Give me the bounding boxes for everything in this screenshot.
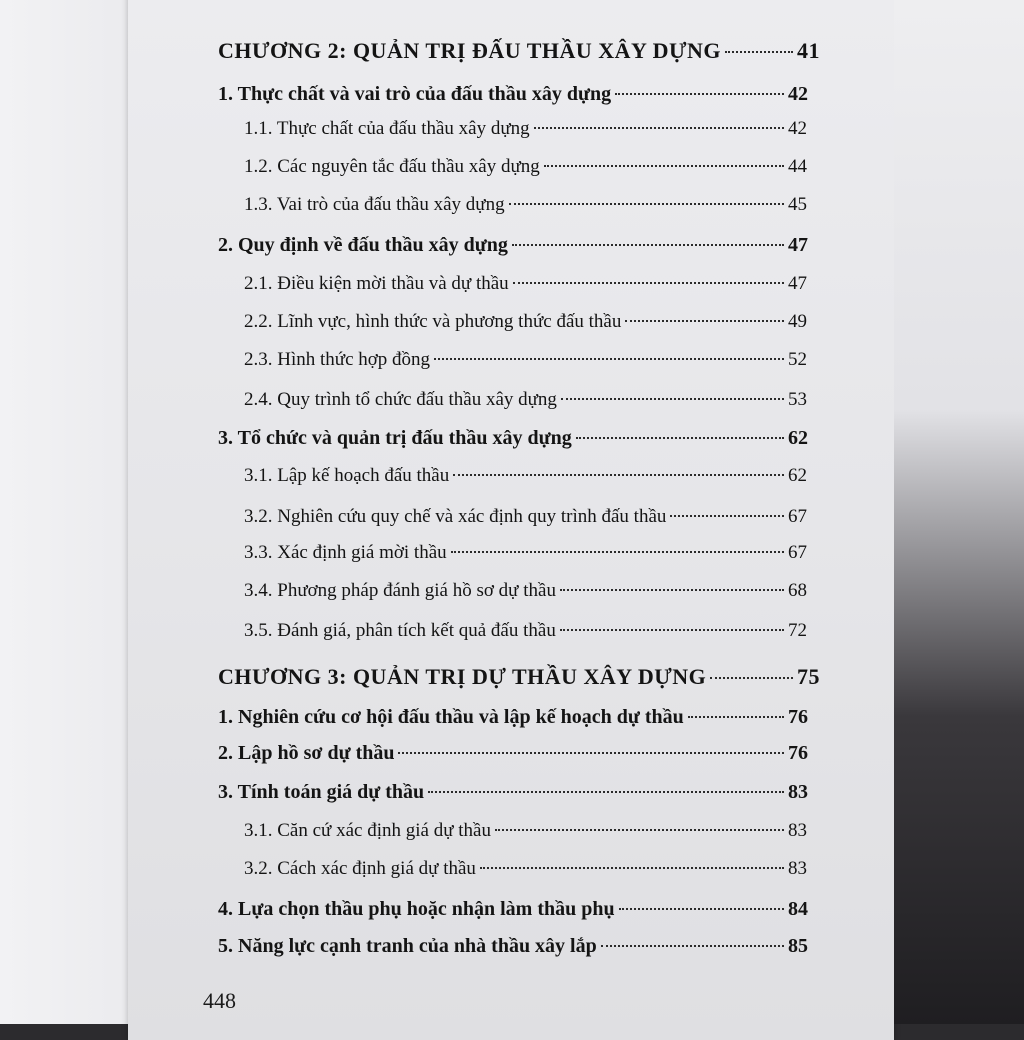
toc-entry-title: 3.5. Đánh giá, phân tích kết quả đấu thầu <box>244 620 556 641</box>
dot-leader <box>534 127 784 129</box>
dot-leader <box>480 867 784 869</box>
toc-entry-page: 76 <box>788 706 808 728</box>
toc-entry-title: 2. Lập hồ sơ dự thầu <box>218 742 395 764</box>
toc-entry-title: 2.4. Quy trình tổ chức đấu thầu xây dựng <box>244 389 557 410</box>
dot-leader <box>428 791 784 793</box>
toc-entry-title: 2.3. Hình thức hợp đồng <box>244 349 431 370</box>
toc-section-entry <box>218 935 808 958</box>
dot-leader <box>688 716 784 718</box>
toc-entry-page: 75 <box>797 664 820 689</box>
dot-leader <box>615 93 784 95</box>
toc-section-entry <box>218 83 808 106</box>
dot-leader <box>725 51 793 53</box>
dot-leader <box>576 437 784 439</box>
dot-leader <box>513 282 784 284</box>
toc-subsection-entry <box>244 389 807 411</box>
toc-subsection-entry <box>244 349 807 371</box>
toc-entry-title: 3.2. Cách xác định giá dự thầu <box>244 858 476 879</box>
dot-leader <box>453 474 784 476</box>
page-number: 448 <box>203 988 236 1013</box>
dot-leader <box>619 908 784 910</box>
toc-entry-title: 3.4. Phương pháp đánh giá hồ sơ dự thầu <box>244 580 556 601</box>
toc-entry-title: 4. Lựa chọn thầu phụ hoặc nhận làm thầu phụ <box>218 898 615 920</box>
toc-entry-title: 1.2. Các nguyên tắc đấu thầu xây dựng <box>244 156 540 177</box>
toc-entry-title: 2. Quy định về đấu thầu xây dựng <box>218 234 508 256</box>
toc-subsection-entry <box>244 118 807 140</box>
background-right <box>894 0 1024 1024</box>
toc-subsection-entry <box>244 820 807 842</box>
toc-subsection-entry <box>244 311 807 333</box>
toc-section-entry <box>218 706 808 729</box>
toc-subsection-entry <box>244 194 807 216</box>
toc-entry-page: 68 <box>788 580 807 601</box>
toc-entry-title: 3.3. Xác định giá mời thầu <box>244 542 447 563</box>
toc-entry-title: CHƯƠNG 3: QUẢN TRỊ DỰ THẦU XÂY DỰNG <box>218 664 707 689</box>
dot-leader <box>560 589 784 591</box>
toc-entry-title: CHƯƠNG 2: QUẢN TRỊ ĐẤU THẦU XÂY DỰNG <box>218 38 722 63</box>
toc-section-entry <box>218 234 808 257</box>
dot-leader <box>544 165 784 167</box>
toc-entry-title: 3. Tổ chức và quản trị đấu thầu xây dựng <box>218 427 572 449</box>
dot-leader <box>495 829 784 831</box>
toc-entry-page: 47 <box>788 234 808 256</box>
toc-section-entry <box>218 898 808 921</box>
toc-entry-page: 42 <box>788 83 808 105</box>
toc-entry-page: 67 <box>788 542 807 563</box>
toc-entry-page: 44 <box>788 156 807 177</box>
toc-subsection-entry <box>244 542 807 564</box>
toc-subsection-entry <box>244 620 807 642</box>
toc-subsection-entry <box>244 506 807 528</box>
toc-entry-page: 47 <box>788 273 807 294</box>
toc-subsection-entry <box>244 465 807 487</box>
toc-subsection-entry <box>244 580 807 602</box>
toc-entry-page: 53 <box>788 389 807 410</box>
toc-entry-page: 67 <box>788 506 807 527</box>
dot-leader <box>670 515 784 517</box>
toc-entry-page: 49 <box>788 311 807 332</box>
toc-entry-page: 62 <box>788 465 807 486</box>
toc-chapter-heading <box>218 38 820 64</box>
toc-entry-page: 42 <box>788 118 807 139</box>
toc-entry-title: 5. Năng lực cạnh tranh của nhà thầu xây lắp <box>218 935 597 957</box>
dot-leader <box>509 203 784 205</box>
dot-leader <box>512 244 784 246</box>
toc-section-entry <box>218 781 808 804</box>
toc-entry-page: 52 <box>788 349 807 370</box>
dot-leader <box>560 629 784 631</box>
toc-section-entry <box>218 742 808 765</box>
toc-entry-title: 3.1. Căn cứ xác định giá dự thầu <box>244 820 491 841</box>
toc-subsection-entry <box>244 858 807 880</box>
toc-entry-page: 76 <box>788 742 808 764</box>
toc-entry-title: 1.1. Thực chất của đấu thầu xây dựng <box>244 118 530 139</box>
toc-entry-title: 3. Tính toán giá dự thầu <box>218 781 425 803</box>
dot-leader <box>561 398 784 400</box>
toc-chapter-heading <box>218 664 820 690</box>
dot-leader <box>625 320 784 322</box>
dot-leader <box>601 945 784 947</box>
toc-entry-page: 83 <box>788 820 807 841</box>
toc-section-entry <box>218 427 808 450</box>
toc-entry-title: 3.2. Nghiên cứu quy chế và xác định quy trình đấu thầu <box>244 506 667 527</box>
dot-leader <box>398 752 784 754</box>
toc-entry-title: 3.1. Lập kế hoạch đấu thầu <box>244 465 450 486</box>
toc-entry-page: 85 <box>788 935 808 957</box>
toc-subsection-entry <box>244 156 807 178</box>
toc-subsection-entry <box>244 273 807 295</box>
toc-entry-page: 45 <box>788 194 807 215</box>
dot-leader <box>710 677 793 679</box>
toc-entry-title: 1. Thực chất và vai trò của đấu thầu xây dựng <box>218 83 612 105</box>
toc-entry-page: 83 <box>788 858 807 879</box>
toc-entry-title: 2.1. Điều kiện mời thầu và dự thầu <box>244 273 509 294</box>
toc-entry-page: 72 <box>788 620 807 641</box>
toc-entry-page: 83 <box>788 781 808 803</box>
toc-entry-page: 84 <box>788 898 808 920</box>
background-left <box>0 0 135 1024</box>
toc-entry-title: 2.2. Lĩnh vực, hình thức và phương thức đấu thầu <box>244 311 622 332</box>
toc-entry-title: 1. Nghiên cứu cơ hội đấu thầu và lập kế hoạch dự thầu <box>218 706 684 728</box>
toc-entry-page: 41 <box>797 38 820 63</box>
dot-leader <box>434 358 784 360</box>
toc-entry-page: 62 <box>788 427 808 449</box>
toc-entry-title: 1.3. Vai trò của đấu thầu xây dựng <box>244 194 505 215</box>
dot-leader <box>451 551 784 553</box>
